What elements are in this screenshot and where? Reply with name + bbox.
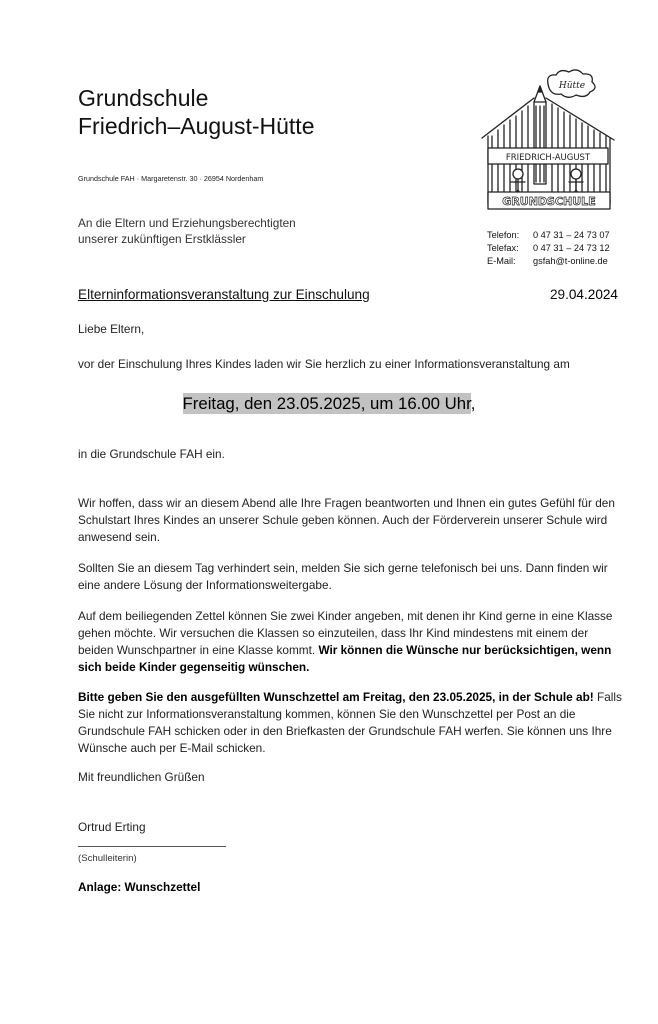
fax-label: Telefax: [487,243,519,253]
contact-fax [487,242,610,255]
email-label: E-Mail: [487,256,516,266]
paragraph-3-text: Auf dem beiliegenden Zettel können Sie zwei Kinder angeben, mit denen ihr Kind gerne in eine Klasse gehen möchte. Wir versuchen die Klassen so einzuteilen, dass Ihr Kind mindestens mit einem der beiden Wunschpartner in eine Klasse kommt. [78,609,613,657]
paragraph-4-text: Falls Sie nicht zur Informationsveranstaltung kommen, können Sie den Wunschzettel per Post an die Grundschule FAH schicken oder in den Briefkasten der Grundschule FAH werfen. Sie können uns Ihre Wünsche auch per E-Mail schicken. [78,690,622,755]
paragraph-4-emphasis: Bitte geben Sie den ausgefüllten Wunschzettel am Freitag, den 23.05.2025, in der Schule ab! [78,690,594,704]
invite-line: in die Grundschule FAH ein. [78,447,225,461]
school-logo [478,66,618,212]
event-trailing: , [470,394,476,413]
salutation: Liebe Eltern, [78,322,145,336]
intro-text: vor der Einschulung Ihres Kindes laden wir Sie herzlich zu einer Informationsveranstaltung am [78,357,570,371]
event-date [0,394,658,414]
logo-top-text: Hütte [558,81,586,91]
paragraph-3-emphasis: Wir können die Wünsche nur berücksichtigen, wenn sich beide Kinder gegenseitig wünschen. [78,643,612,674]
phone-label: Telefon: [487,230,520,240]
recipient-line1: An die Eltern und Erziehungsberechtigten [78,216,296,230]
contact-email [487,255,610,268]
letter-subject: Elterninformationsveranstaltung zur Einschulung [78,287,370,302]
signature-line [78,846,226,847]
paragraph-3 [78,608,626,676]
signer-name: Ortrud Erting [78,820,146,834]
phone-value: 0 47 31 – 24 73 07 [533,230,610,240]
logo-bottom-text: GRUNDSCHULE [502,195,596,208]
subject-row [78,287,618,302]
event-highlight: Freitag, den 23.05.2025, um 16.00 Uhr [182,394,471,413]
contact-phone [487,229,610,242]
school-name [78,84,315,140]
school-name-line2: Friedrich–August-Hütte [78,113,315,139]
contact-block [487,229,610,268]
recipient-block [78,215,296,247]
date-day: 29. [549,287,569,302]
letter-date [550,287,618,302]
attachment-note: Anlage: Wunschzettel [78,880,201,894]
school-name-line1: Grundschule [78,85,209,111]
paragraph-1: Wir hoffen, dass wir an diesem Abend alle Ihre Fragen beantworten und Ihnen ein gutes Gefühl für den Schulstart Ihres Kindes an unserer Schule geben können. Auch der Förderverein unserer Schule wird anwesend sein. [78,496,615,544]
paragraph-4 [78,689,626,757]
sender-address-line: Grundschule FAH · Margaretenstr. 30 · 26954 Nordenham [78,174,264,183]
paragraph-2: Sollten Sie an diesem Tag verhindert sein, melden Sie sich gerne telefonisch bei uns. Dann finden wir eine andere Lösung der Informationsweitergabe. [78,561,608,592]
recipient-line2: unserer zukünftigen Erstklässler [78,232,246,246]
date-rest: 04.2024 [568,287,618,302]
fax-value: 0 47 31 – 24 73 12 [533,243,610,253]
email-value: gsfah@t-online.de [533,256,608,266]
closing: Mit freundlichen Grüßen [78,770,205,784]
logo-sign-text: FRIEDRICH-AUGUST [505,153,591,163]
signer-role: (Schulleiterin) [78,853,137,864]
